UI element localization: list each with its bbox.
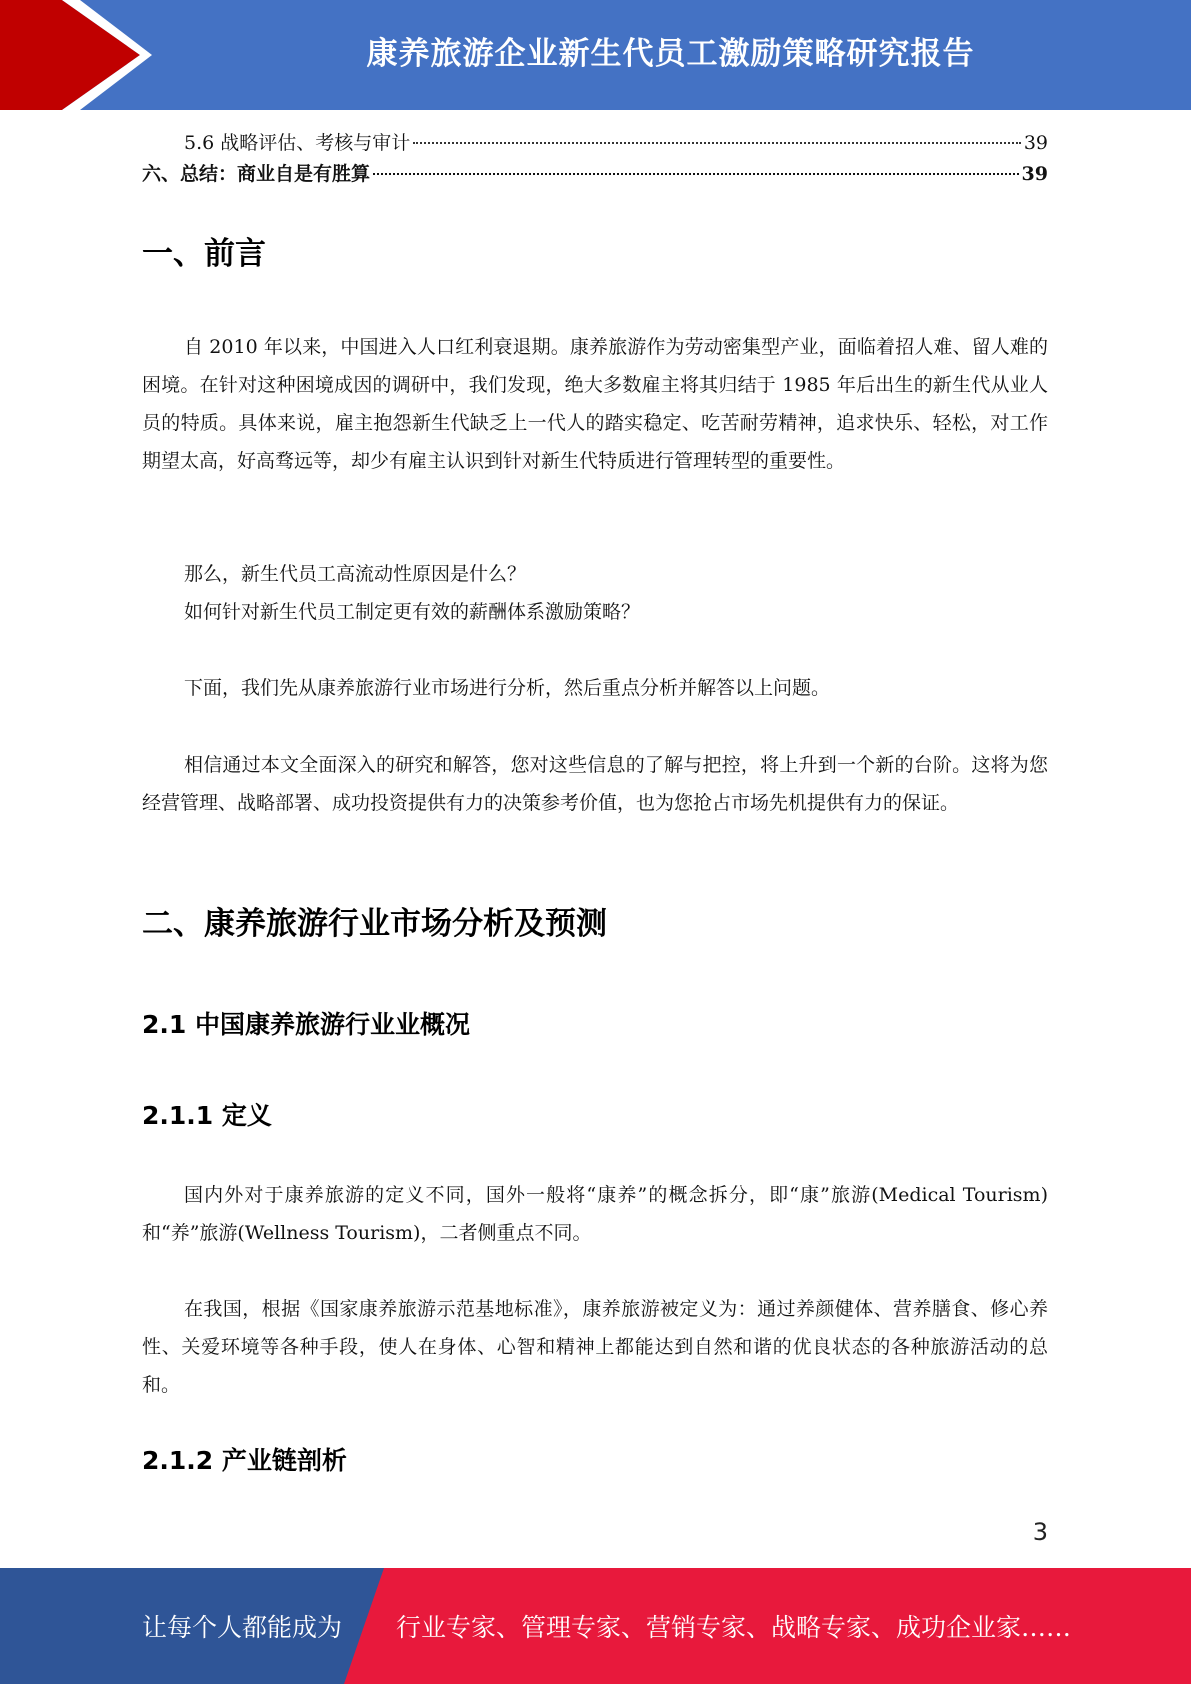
toc-leader [373, 173, 1019, 175]
header-chevron-icon [0, 0, 160, 110]
toc-entry-label: 六、总结：商业自是有胜算 [142, 163, 371, 185]
subsection-heading: 2.1.1 定义 [142, 1101, 272, 1130]
report-title: 康养旅游企业新生代员工激励策略研究报告 [366, 35, 975, 72]
footer-slogan-left: 让每个人都能成为 [142, 1613, 343, 1642]
page-footer [0, 1568, 1191, 1684]
section-heading: 二、康养旅游行业市场分析及预测 [142, 906, 607, 942]
toc-leader [413, 142, 1021, 144]
toc-entry-page: 39 [1023, 132, 1048, 154]
subsection-heading: 2.1.2 产业链剖析 [142, 1446, 347, 1475]
toc-entry-page: 39 [1021, 163, 1048, 185]
body-paragraph: 国内外对于康养旅游的定义不同，国外一般将“康养”的概念拆分，即“康”旅游(Medical Tourism)和“养”旅游(Wellness Tourism)，二者侧重点不同。 [142, 1184, 1048, 1244]
section-heading: 一、前言 [142, 236, 266, 272]
page-number: 3 [1032, 1518, 1048, 1546]
toc-entry[interactable] [184, 131, 1048, 155]
toc-entry-label: 5.6 战略评估、考核与审计 [184, 132, 411, 154]
body-paragraph: 相信通过本文全面深入的研究和解答，您对这些信息的了解与把控，将上升到一个新的台阶。这将为您经营管理、战略部署、成功投资提供有力的决策参考价值，也为您抢占市场先机提供有力的保证。 [142, 754, 1048, 814]
page-header [0, 0, 1191, 110]
question-line: 那么，新生代员工高流动性原因是什么？ [184, 563, 527, 585]
toc-entry[interactable] [142, 162, 1048, 186]
footer-slogan-right: 行业专家、管理专家、营销专家、战略专家、成功企业家…… [396, 1613, 1072, 1642]
body-paragraph: 在我国，根据《国家康养旅游示范基地标准》，康养旅游被定义为：通过养颜健体、营养膳食、修心养性、关爱环境等各种手段，使人在身体、心智和精神上都能达到自然和谐的优良状态的各种旅游活动的总和。 [142, 1298, 1048, 1396]
body-paragraph: 下面，我们先从康养旅游行业市场进行分析，然后重点分析并解答以上问题。 [184, 677, 831, 699]
body-paragraph: 自 2010 年以来，中国进入人口红利衰退期。康养旅游作为劳动密集型产业，面临着招人难、留人难的困境。在针对这种困境成因的调研中，我们发现，绝大多数雇主将其归结于 1985 年后出生的新生代从业人员的特质。具体来说，雇主抱怨新生代缺乏上一代人的踏实稳定、吃苦耐劳精神，追求快乐、轻松，对工作期望太高，好高骛远等，却少有雇主认识到针对新生代特质进行管理转型的重要性。 [142, 336, 1048, 472]
subsection-heading: 2.1 中国康养旅游行业业概况 [142, 1010, 470, 1039]
question-line: 如何针对新生代员工制定更有效的薪酬体系激励策略？ [184, 601, 641, 623]
